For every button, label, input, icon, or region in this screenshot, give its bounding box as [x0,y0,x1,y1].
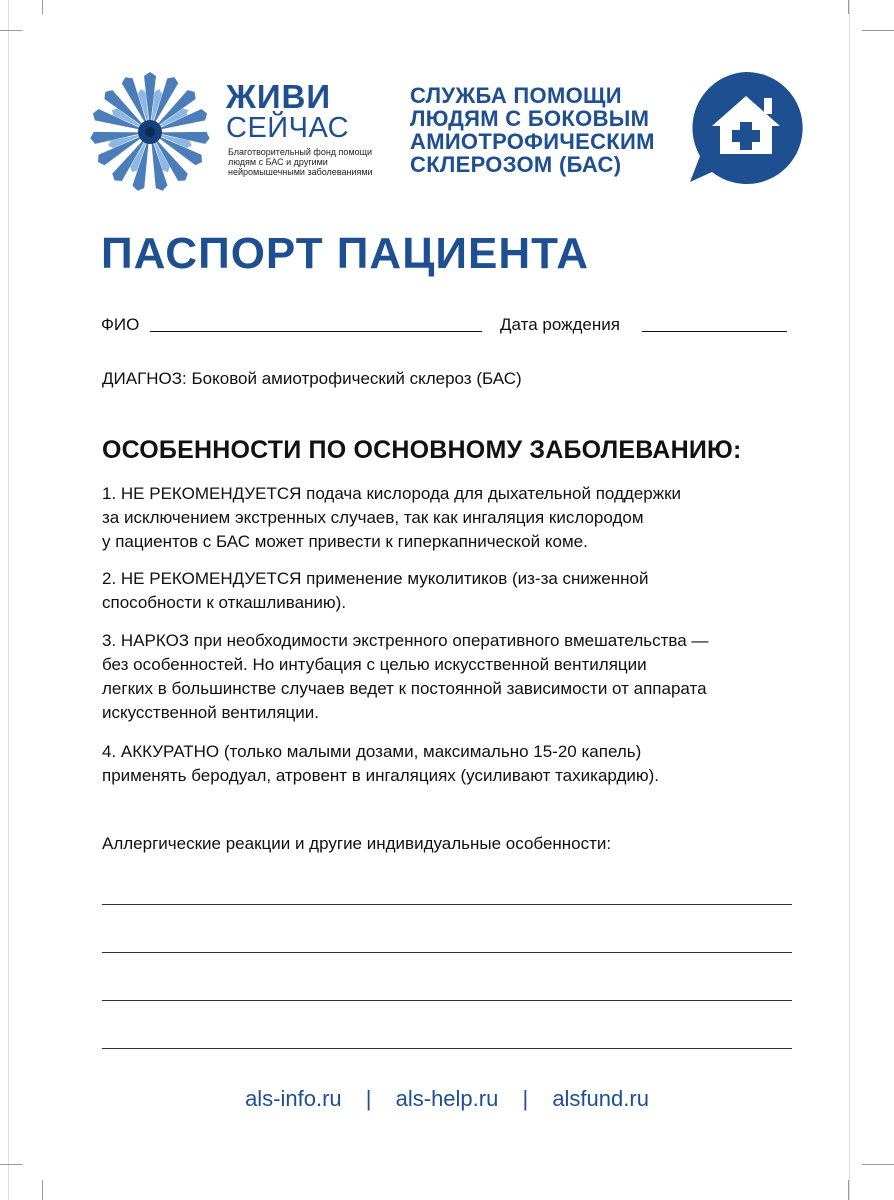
service-line: ЛЮДЯМ С БОКОВЫМ [410,106,650,131]
list-item [102,482,802,554]
footer-separator: | [365,1086,372,1111]
diagnosis-label: ДИАГНОЗ: [102,369,187,388]
item-line: 2. НЕ РЕКОМЕНДУЕТСЯ применение муколитиков (из-за сниженной [102,569,649,588]
service-line: СКЛЕРОЗОМ (БАС) [410,152,622,177]
cornflower-logo-icon [88,70,212,194]
list-item [102,629,802,725]
list-item [102,740,802,788]
item-line: способности к откашливанию). [102,593,347,612]
allergy-input-line[interactable] [102,904,792,905]
service-heading [410,84,700,176]
page-title: ПАСПОРТ ПАЦИЕНТА [101,229,589,278]
fio-label: ФИО [101,315,140,334]
item-line: легких в большинстве случаев ведет к постоянной зависимости от аппарата [102,679,707,698]
item-line: применять беродуал, атровент в ингаляциях (усиливают тахикардию). [102,766,660,785]
item-line: у пациентов с БАС может привести к гиперкапнической коме. [102,532,588,551]
brand-name-line2: СЕЙЧАС [226,112,350,144]
service-line: АМИОТРОФИЧЕСКИМ [410,129,655,154]
crop-mark [42,1180,43,1200]
list-item [102,567,802,615]
dob-input-line[interactable] [642,331,787,332]
footer-link-als-help[interactable]: als-help.ru [395,1086,499,1111]
crop-mark [848,1180,849,1200]
crop-mark [862,30,894,31]
section-title: ОСОБЕННОСТИ ПО ОСНОВНОМУ ЗАБОЛЕВАНИЮ: [102,436,742,464]
allergy-label: Аллергические реакции и другие индивидуальные особенности: [102,834,612,853]
crop-mark [862,1164,894,1165]
footer-link-alsfund[interactable]: alsfund.ru [552,1086,649,1111]
footer-separator: | [522,1086,529,1111]
house-medical-icon [688,70,804,186]
footer-link-als-info[interactable]: als-info.ru [245,1086,342,1111]
item-line: 1. НЕ РЕКОМЕНДУЕТСЯ подача кислорода для дыхательной поддержки [102,484,682,503]
dob-label: Дата рождения [500,315,620,334]
service-line: СЛУЖБА ПОМОЩИ [410,83,622,108]
crop-mark [42,0,43,14]
allergy-input-line[interactable] [102,952,792,953]
crop-mark [0,30,22,31]
fio-input-line[interactable] [150,331,482,332]
diagnosis-value: Боковой амиотрофический склероз (БАС) [191,369,522,388]
item-line: искусственной вентиляции. [102,703,320,722]
allergy-input-line[interactable] [102,1048,792,1049]
footer-links [0,1088,894,1110]
crop-mark [848,0,849,14]
item-line: без особенностей. Но интубация с целью искусственной вентиляции [102,655,647,674]
item-line: за исключением экстренных случаев, так как ингаляция кислородом [102,508,644,527]
brand-subtitle: Благотворительный фонд помощи людям с БАС и другими нейромышечными заболеваниями [228,147,373,177]
item-line: 3. НАРКОЗ при необходимости экстренного оперативного вмешательства — [102,631,709,650]
diagnosis [102,370,522,387]
brand-name-line1: ЖИВИ [226,78,332,115]
item-line: 4. АККУРАТНО (только малыми дозами, максимально 15-20 капель) [102,742,642,761]
allergy-input-line[interactable] [102,1000,792,1001]
crop-mark [0,1164,22,1165]
